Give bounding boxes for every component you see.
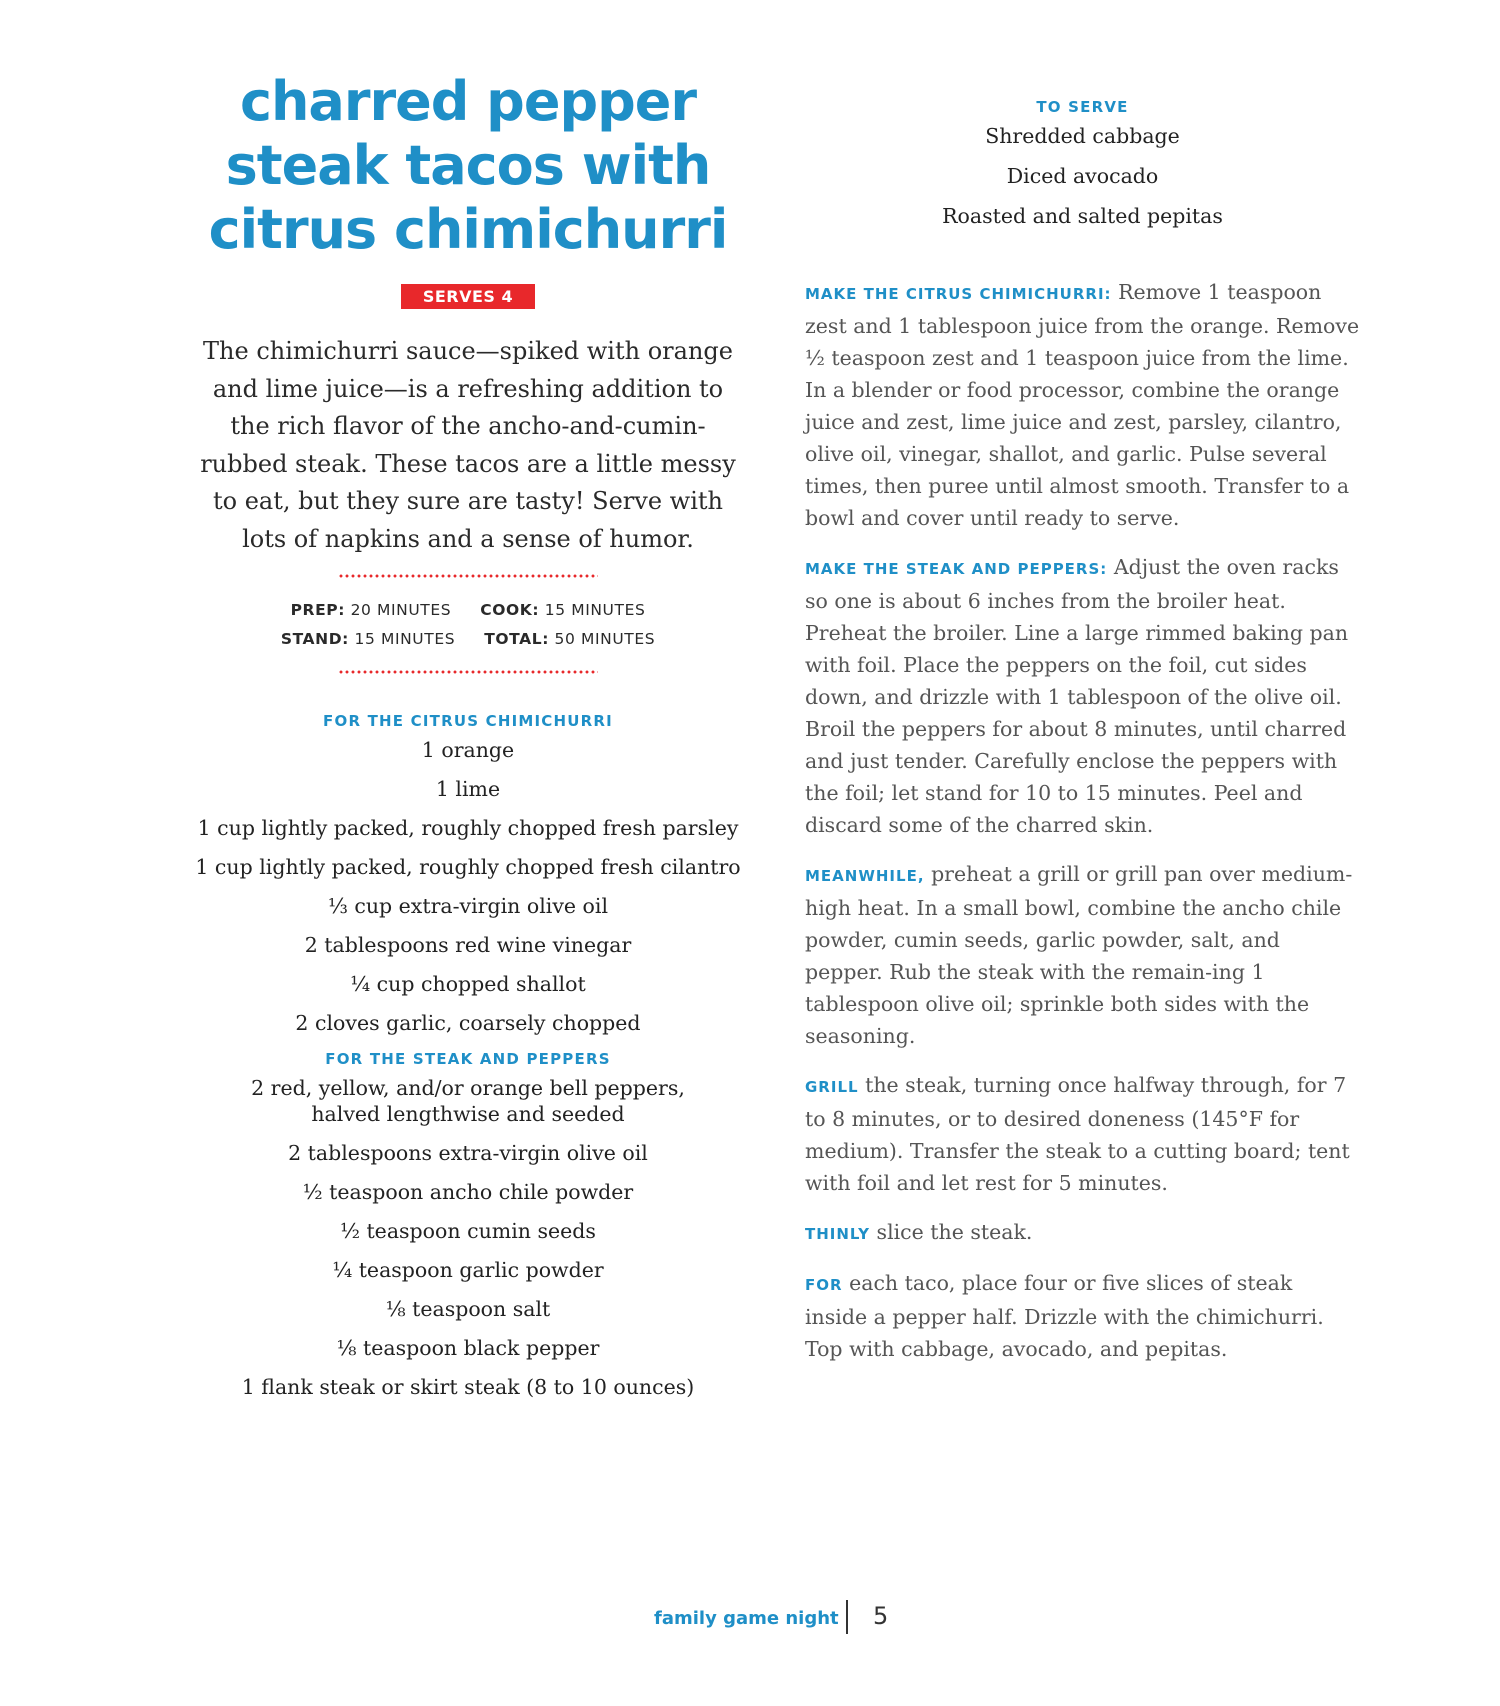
ingredient: 2 tablespoons red wine vinegar bbox=[304, 933, 632, 957]
to-serve-block bbox=[805, 98, 1360, 236]
step-lead: MAKE THE STEAK AND PEPPERS: bbox=[805, 560, 1108, 578]
stand-value: 15 MINUTES bbox=[354, 630, 456, 648]
ingredient: 1 flank steak or skirt steak (8 to 10 ounces) bbox=[241, 1375, 695, 1399]
section-name: family game night bbox=[654, 1608, 839, 1629]
title-line: steak tacos with bbox=[225, 134, 711, 197]
serve-item: Shredded cabbage bbox=[985, 124, 1180, 148]
ingredient: 2 red, yellow, and/or orange bell peppers, halved lengthwise and seeded bbox=[251, 1076, 685, 1126]
direction-step bbox=[805, 1267, 1360, 1365]
time-row bbox=[150, 625, 786, 654]
steak-heading: FOR THE STEAK AND PEPPERS bbox=[325, 1050, 611, 1068]
step-text: the steak, turning once halfway through, for 7 to 8 minutes, or to desired doneness (145°F for medium). Transfer the steak to a cutting board; tent with foil and let rest for 5 minutes. bbox=[805, 1073, 1350, 1195]
prep-label: PREP: bbox=[290, 601, 346, 619]
total-value: 50 MINUTES bbox=[554, 630, 656, 648]
direction-step bbox=[805, 551, 1360, 841]
total-label: TOTAL: bbox=[484, 630, 550, 648]
serves-badge: SERVES 4 bbox=[401, 284, 535, 309]
direction-step bbox=[805, 858, 1360, 1052]
step-text: Remove 1 teaspoon zest and 1 tablespoon juice from the orange. Remove ½ teaspoon zest and 1 teaspoon juice from the lime. In a blender or food processor, combine the orange juice and zest, lime juice and zest, parsley, cilantro, olive oil, vinegar, shallot, and garlic. Pulse several times, then puree until almost smooth. Transfer to a bowl and cover until ready to serve. bbox=[805, 280, 1360, 530]
stand-label: STAND: bbox=[280, 630, 349, 648]
dotted-divider bbox=[338, 670, 598, 674]
time-info bbox=[150, 596, 786, 654]
step-text: preheat a grill or grill pan over medium-high heat. In a small bowl, combine the ancho chile powder, cumin seeds, garlic powder, salt, and pepper. Rub the steak with the remain-ing 1 tablespoon olive oil; sprinkle both sides with the seasoning. bbox=[805, 862, 1353, 1048]
right-column bbox=[805, 98, 1360, 1382]
ingredient: ⅛ teaspoon salt bbox=[385, 1297, 551, 1321]
step-text: each taco, place four or five slices of steak inside a pepper half. Drizzle with the chimichurri. Top with cabbage, avocado, and pepitas. bbox=[805, 1271, 1324, 1361]
cook-label: COOK: bbox=[480, 601, 540, 619]
footer-divider bbox=[846, 1600, 848, 1634]
ingredient: ⅓ cup extra-virgin olive oil bbox=[327, 894, 609, 918]
directions bbox=[805, 276, 1360, 1365]
ingredient: 1 cup lightly packed, roughly chopped fresh cilantro bbox=[195, 855, 741, 879]
left-column bbox=[150, 70, 786, 1400]
step-lead: MAKE THE CITRUS CHIMICHURRI: bbox=[805, 285, 1112, 303]
to-serve-heading: TO SERVE bbox=[1036, 98, 1129, 116]
serve-item: Diced avocado bbox=[1006, 164, 1159, 188]
prep-value: 20 MINUTES bbox=[350, 601, 452, 619]
step-lead: MEANWHILE, bbox=[805, 867, 925, 885]
serve-item: Roasted and salted pepitas bbox=[942, 204, 1223, 228]
ingredient: 1 orange bbox=[421, 738, 515, 762]
step-text: Adjust the oven racks so one is about 6 inches from the broiler heat. Preheat the broiler. Line a large rimmed baking pan with foil. Place the peppers on the foil, cut sides down, and drizzle with 1 tablespoon of the olive oil. Broil the peppers for about 8 minutes, until charred and just tender. Carefully enclose the peppers with the foil; let stand for 10 to 15 minutes. Peel and discard some of the charred skin. bbox=[805, 555, 1349, 837]
time-row bbox=[150, 596, 786, 625]
ingredient: 1 lime bbox=[435, 777, 501, 801]
title-line: citrus chimichurri bbox=[208, 198, 728, 261]
dotted-divider bbox=[338, 574, 598, 578]
step-lead: FOR bbox=[805, 1276, 843, 1294]
page-footer bbox=[0, 1588, 1500, 1638]
ingredient: 1 cup lightly packed, roughly chopped fresh parsley bbox=[197, 816, 739, 840]
ingredient: ⅛ teaspoon black pepper bbox=[336, 1336, 600, 1360]
ingredient: ¼ cup chopped shallot bbox=[350, 972, 586, 996]
recipe-title bbox=[150, 70, 786, 262]
chimichurri-ingredients bbox=[150, 737, 786, 1036]
step-text: slice the steak. bbox=[876, 1220, 1033, 1244]
ingredient: ¼ teaspoon garlic powder bbox=[332, 1258, 604, 1282]
direction-step bbox=[805, 276, 1360, 534]
title-line: charred pepper bbox=[239, 70, 697, 133]
page-number: 5 bbox=[873, 1602, 889, 1630]
step-lead: GRILL bbox=[805, 1078, 859, 1096]
ingredient: 2 cloves garlic, coarsely chopped bbox=[295, 1011, 641, 1035]
ingredient: 2 tablespoons extra-virgin olive oil bbox=[288, 1141, 648, 1165]
step-lead: THINLY bbox=[805, 1225, 871, 1243]
chimichurri-heading: FOR THE CITRUS CHIMICHURRI bbox=[323, 712, 613, 730]
recipe-intro: The chimichurri sauce—spiked with orange and lime juice—is a refreshing addition to the rich flavor of the ancho-and-cumin-rubbed steak. These tacos are a little messy to eat, but they sure are tasty! Serve with lots of napkins and a sense of humor. bbox=[200, 337, 736, 553]
direction-step bbox=[805, 1069, 1360, 1199]
cook-value: 15 MINUTES bbox=[544, 601, 646, 619]
ingredient: ½ teaspoon ancho chile powder bbox=[302, 1180, 634, 1204]
steak-ingredients bbox=[150, 1075, 786, 1400]
ingredient: ½ teaspoon cumin seeds bbox=[340, 1219, 596, 1243]
direction-step bbox=[805, 1216, 1360, 1250]
